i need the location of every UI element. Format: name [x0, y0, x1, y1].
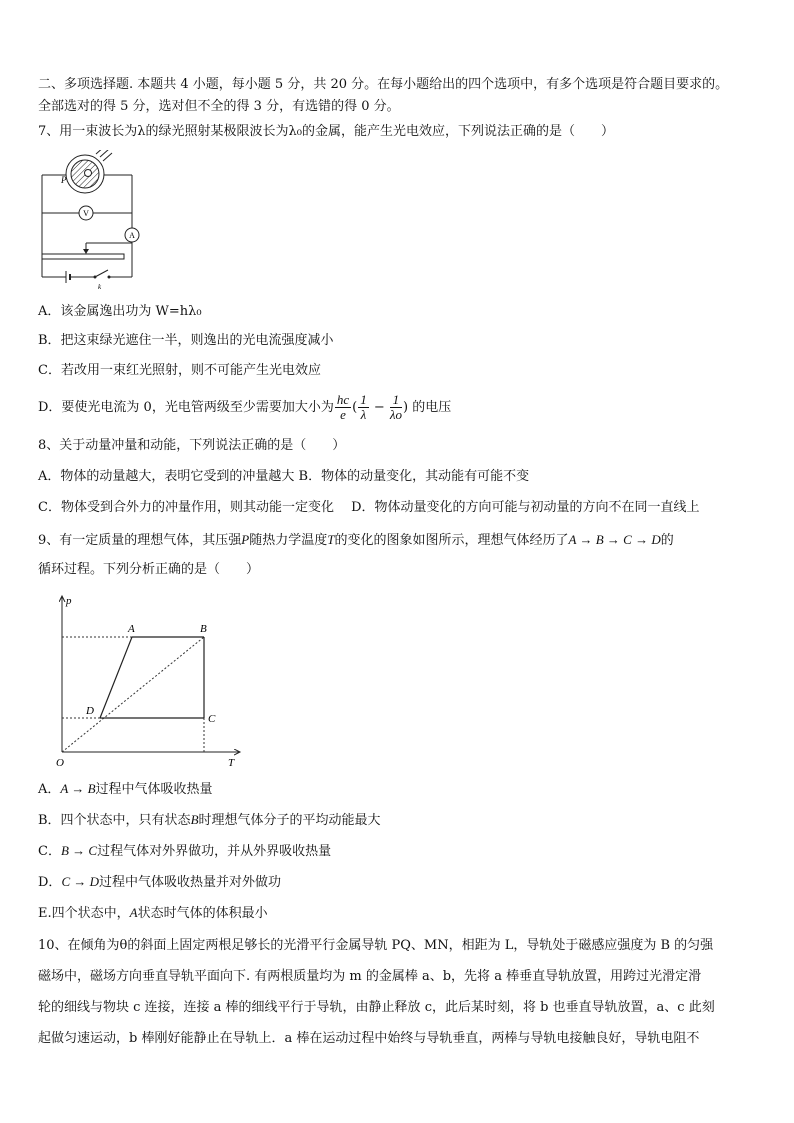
q9-option-a: A．A → B过程中气体吸收热量 [38, 781, 213, 797]
origin-label: O [56, 757, 64, 769]
point-c-label: C [208, 713, 216, 725]
svg-text:A: A [129, 231, 135, 240]
q9-stem-line2: 循环过程。下列分析正确的是（ ） [38, 562, 260, 577]
battery-icon [66, 271, 70, 283]
fraction-one-over-lambda0: $\frac{1}{\lambda o}$ [389, 392, 402, 422]
photoelectric-circuit-diagram [36, 150, 140, 290]
fraction-one-over-lambda: $\frac{1}{\lambda}$ [360, 392, 367, 422]
t-axis-label: T [228, 757, 235, 769]
q10-line3: 轮的细线与物块 c 连接，连接 a 棒的细线平行于导轨，由静止释放 c，此后某时刻，将 b 也垂直导轨放置，a、c 此刻 [38, 1000, 715, 1015]
svg-text:V: V [83, 209, 89, 218]
section-heading-line1: 二、多项选择题. 本题共 4 小题，每小题 5 分，共 20 分。在每小题给出的四个选项中，有多个选项是符合题目要求的。 [38, 77, 729, 92]
q7-option-d: D．要使光电流为 0，光电管两级至少需要加大小为 $\frac{hc}{e}$ ( $\frac{1}{\lambda}$ − $\frac{1}{\lambda o}$ ) 的电压 [38, 392, 452, 422]
rheostat-icon [42, 243, 132, 259]
section-heading-line2: 全部选对的得 5 分，选对但不全的得 3 分，有选错的得 0 分。 [38, 99, 400, 114]
q9-option-c: C．B → C过程气体对外界做功，并从外界吸收热量 [38, 843, 332, 859]
label-p: P [61, 175, 67, 185]
ammeter-icon [125, 228, 139, 242]
fraction-hc-over-e: $\frac{hc}{e}$ [336, 392, 350, 422]
isochore-through-origin [62, 637, 204, 752]
phototube [66, 150, 112, 193]
q9-option-d: D．C → D过程中气体吸收热量并对外做功 [38, 874, 282, 890]
point-b-label: B [200, 623, 207, 635]
point-a-label: A [128, 623, 135, 635]
q7-stem: 7、用一束波长为λ的绿光照射某极限波长为λ₀的金属，能产生光电效应，下列说法正确的是（ ） [38, 124, 614, 139]
switch-icon [94, 270, 111, 279]
q9-stem: 9、有一定质量的理想气体，其压强P随热力学温度T的变化的图象如图所示，理想气体经历了A → B → C → D的 [38, 532, 674, 548]
q7-option-c: C．若改用一束红光照射，则不可能产生光电效应 [38, 363, 321, 378]
q10-line2: 磁场中，磁场方向垂直导轨平面向下. 有两根质量均为 m 的金属棒 a、b，先将 a 棒垂直导轨放置，用跨过光滑定滑 [38, 969, 702, 984]
q9-option-e: E.四个状态中，A状态时气体的体积最小 [38, 905, 268, 921]
q9-option-b: B．四个状态中，只有状态B时理想气体分子的平均动能最大 [38, 812, 381, 828]
q8-stem: 8、关于动量冲量和动能，下列说法正确的是（ ） [38, 438, 346, 453]
q8-options-ab: A．物体的动量越大，表明它受到的冲量越大 B．物体的动量变化，其动能有可能不变 [38, 469, 530, 484]
pt-graph [52, 590, 252, 770]
q8-options-cd: C．物体受到合外力的冲量作用，则其动能一定变化 D．物体动量变化的方向可能与初动量的方向不在同一直线上 [38, 500, 700, 515]
point-d-label: D [86, 705, 94, 717]
cycle-path [100, 637, 204, 718]
voltmeter-icon [79, 206, 93, 220]
q7-option-b: B．把这束绿光遮住一半，则逸出的光电流强度减小 [38, 333, 334, 348]
q10-line4: 起做匀速运动，b 棒刚好能静止在导轨上．a 棒在运动过程中始终与导轨垂直，两棒与导轨电接触良好，导轨电阻不 [38, 1031, 700, 1046]
q7-option-a: A．该金属逸出功为 W=hλ₀ [38, 304, 202, 319]
q10-line1: 10、在倾角为θ的斜面上固定两根足够长的光滑平行金属导轨 PQ、MN，相距为 L，导轨处于磁感应强度为 B 的匀强 [38, 938, 714, 953]
label-k: k [98, 283, 102, 290]
p-axis-label: p [66, 595, 72, 607]
